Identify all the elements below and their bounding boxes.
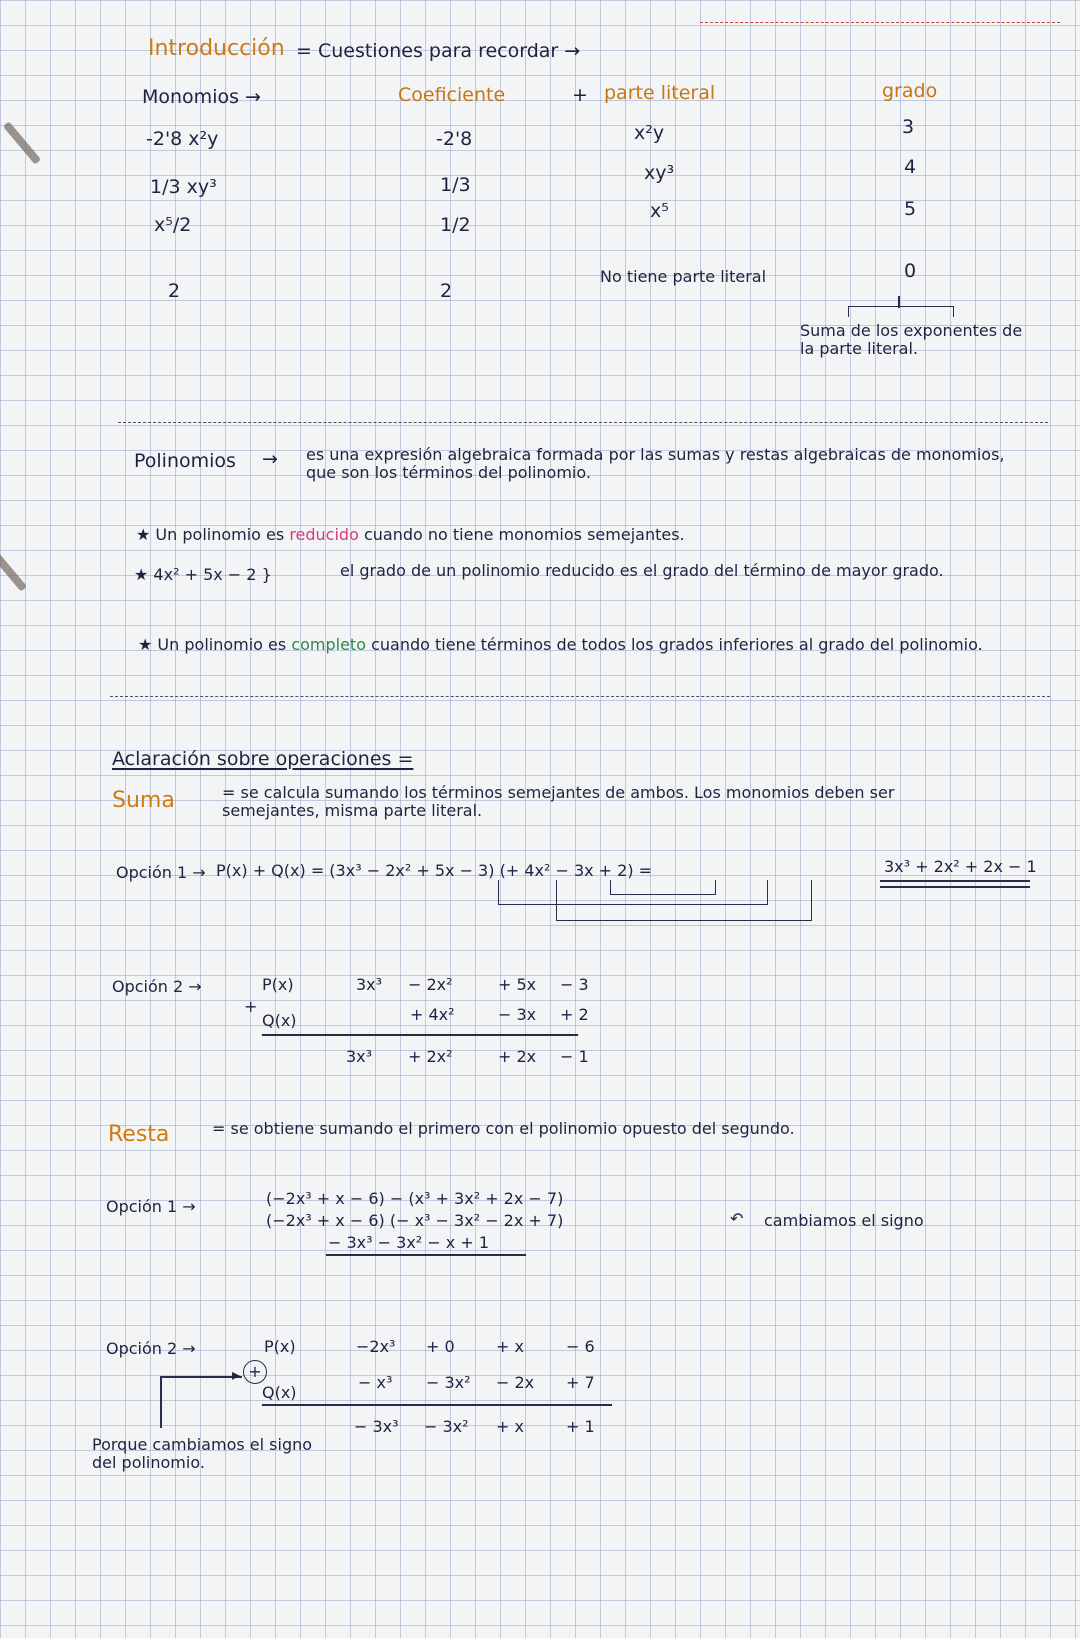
row4-parte: No tiene parte literal — [600, 267, 767, 286]
col-plus: + — [572, 84, 588, 106]
row2-parte: xy³ — [644, 162, 675, 184]
completo-term: completo — [291, 635, 366, 654]
resta-op2-r3c4: + 1 — [566, 1417, 595, 1436]
resta-op2-arrowhead: ▸ — [232, 1365, 241, 1384]
resta-op2-r2c3: − 2x — [496, 1373, 535, 1392]
suma-op2-p: P(x) — [262, 975, 294, 994]
grado-rule: el grado de un polinomio reducido es el grado del término de mayor grado. — [340, 561, 944, 580]
resta-op2-r3c1: − 3x³ — [354, 1417, 399, 1436]
suma-op1-expr: P(x) + Q(x) = (3x³ − 2x² + 5x − 3) (+ 4x² − 3x + 2) = — [216, 861, 653, 880]
resta-label: Resta — [108, 1122, 170, 1147]
intro-subtitle: = Cuestiones para recordar → — [296, 40, 581, 62]
row3-grado: 5 — [904, 198, 917, 220]
suma-op1-bracket-3 — [610, 880, 716, 895]
resta-op2-sum-line — [262, 1404, 612, 1406]
completo-line — [138, 636, 1028, 654]
reducido-suffix: cuando no tiene monomios semejantes. — [363, 525, 685, 544]
resta-op2-r1c1: −2x³ — [356, 1337, 396, 1356]
suma-op2-r3c2: + 2x² — [408, 1047, 453, 1066]
resta-op2-r2c2: − 3x² — [426, 1373, 471, 1392]
reducido-term: reducido — [289, 525, 359, 544]
resta-op2-r1c3: + x — [496, 1337, 524, 1356]
suma-op1-label: Opción 1 → — [116, 863, 206, 882]
resta-op1-result-underline — [326, 1254, 526, 1256]
resta-op2-q: Q(x) — [262, 1383, 297, 1402]
resta-op2-r1c2: + 0 — [426, 1337, 455, 1356]
polinomios-label: Polinomios — [134, 450, 236, 472]
intro-title: Introducción — [148, 36, 285, 61]
grado-note: Suma de los exponentes de la parte literal. — [800, 321, 1023, 358]
suma-text: = se calcula sumando los términos semejantes de ambos. Los monomios deben ser semejantes, misma parte literal. — [222, 783, 895, 820]
row1-parte: x²y — [634, 122, 665, 144]
resta-op2-p: P(x) — [264, 1337, 296, 1356]
pen-tip-bottom — [0, 548, 27, 591]
grado-brace-tick — [898, 296, 900, 308]
row2-coef: 1/3 — [440, 174, 471, 196]
suma-op2-r3c4: − 1 — [560, 1047, 589, 1066]
suma-op2-plus: + — [244, 997, 258, 1016]
resta-op1-line1: (−2x³ + x − 6) − (x³ + 3x² + 2x − 7) — [266, 1189, 564, 1208]
divider-1 — [118, 422, 1048, 423]
polinomios-definition: es una expresión algebraica formada por las sumas y restas algebraicas de monomios, que son los términos del polinomio. — [306, 445, 1005, 482]
resta-op2-arrow-horizontal — [160, 1376, 242, 1378]
resta-op1-label: Opción 1 → — [106, 1197, 196, 1216]
row2-grado: 4 — [904, 156, 917, 178]
suma-op2-label: Opción 2 → — [112, 977, 202, 996]
row1-monomio: -2'8 x²y — [146, 128, 219, 150]
col-grado-header: grado — [882, 80, 938, 102]
resta-op2-circle: + — [243, 1360, 267, 1384]
resta-op1-line2: (−2x³ + x − 6) (− x³ − 3x² − 2x + 7) — [266, 1211, 564, 1230]
resta-op2-note: Porque cambiamos el signo del polinomio. — [92, 1435, 313, 1472]
row1-coef: -2'8 — [436, 128, 473, 150]
suma-op2-r2c4: + 2 — [560, 1005, 589, 1024]
resta-op2-r3c2: − 3x² — [424, 1417, 469, 1436]
resta-op2-r3c3: + x — [496, 1417, 524, 1436]
completo-suffix: cuando tiene términos de todos los grados inferiores al grado del polinomio. — [371, 635, 983, 654]
suma-op2-r1c4: − 3 — [560, 975, 589, 994]
resta-op2-label: Opción 2 → — [106, 1339, 196, 1358]
polinomio-example: ★ 4x² + 5x − 2 } — [134, 565, 272, 584]
resta-op1-note-arrow: ↶ — [730, 1209, 744, 1228]
suma-op2-r3c3: + 2x — [498, 1047, 537, 1066]
suma-op2-r2c3: − 3x — [498, 1005, 537, 1024]
suma-op2-r1c3: + 5x — [498, 975, 537, 994]
resta-op2-r2c1: − x³ — [358, 1373, 393, 1392]
completo-prefix: ★ Un polinomio es — [138, 635, 287, 654]
top-divider — [700, 22, 1060, 23]
row4-monomio: 2 — [168, 280, 181, 302]
row4-coef: 2 — [440, 280, 453, 302]
suma-label: Suma — [112, 788, 175, 813]
resta-op1-note: cambiamos el signo — [764, 1211, 924, 1230]
row3-parte: x⁵ — [650, 200, 669, 222]
divider-2 — [110, 696, 1050, 697]
resta-op1-line3: − 3x³ − 3x² − x + 1 — [328, 1233, 489, 1252]
col-parte-header: parte literal — [604, 82, 716, 104]
row3-coef: 1/2 — [440, 214, 471, 236]
suma-op1-result-underline-1 — [880, 880, 1030, 882]
reducido-line — [136, 526, 685, 544]
suma-op2-sum-line — [262, 1034, 578, 1036]
suma-op2-r2c2: + 4x² — [410, 1005, 455, 1024]
row4-grado: 0 — [904, 260, 917, 282]
suma-op2-q: Q(x) — [262, 1011, 297, 1030]
suma-op2-r1c2: − 2x² — [408, 975, 453, 994]
resta-op2-r2c4: + 7 — [566, 1373, 595, 1392]
grado-brace — [848, 306, 954, 317]
row2-monomio: 1/3 xy³ — [150, 176, 217, 198]
col-monomio-header: Monomios → — [142, 86, 261, 108]
resta-text: = se obtiene sumando el primero con el polinomio opuesto del segundo. — [212, 1119, 795, 1138]
resta-op2-r1c4: − 6 — [566, 1337, 595, 1356]
pen-tip-top — [3, 121, 41, 164]
reducido-prefix: ★ Un polinomio es — [136, 525, 285, 544]
suma-op1-result-underline-2 — [880, 886, 1030, 888]
resta-op2-arrow-vertical — [160, 1376, 162, 1428]
operaciones-title: Aclaración sobre operaciones = — [112, 748, 414, 770]
row1-grado: 3 — [902, 116, 915, 138]
suma-op1-result: 3x³ + 2x² + 2x − 1 — [884, 857, 1037, 876]
suma-op2-r3c1: 3x³ — [346, 1047, 373, 1066]
row3-monomio: x⁵/2 — [154, 214, 192, 236]
suma-op2-r1c1: 3x³ — [356, 975, 383, 994]
col-coef-header: Coeficiente — [398, 84, 506, 106]
polinomios-arrow: → — [262, 448, 278, 470]
